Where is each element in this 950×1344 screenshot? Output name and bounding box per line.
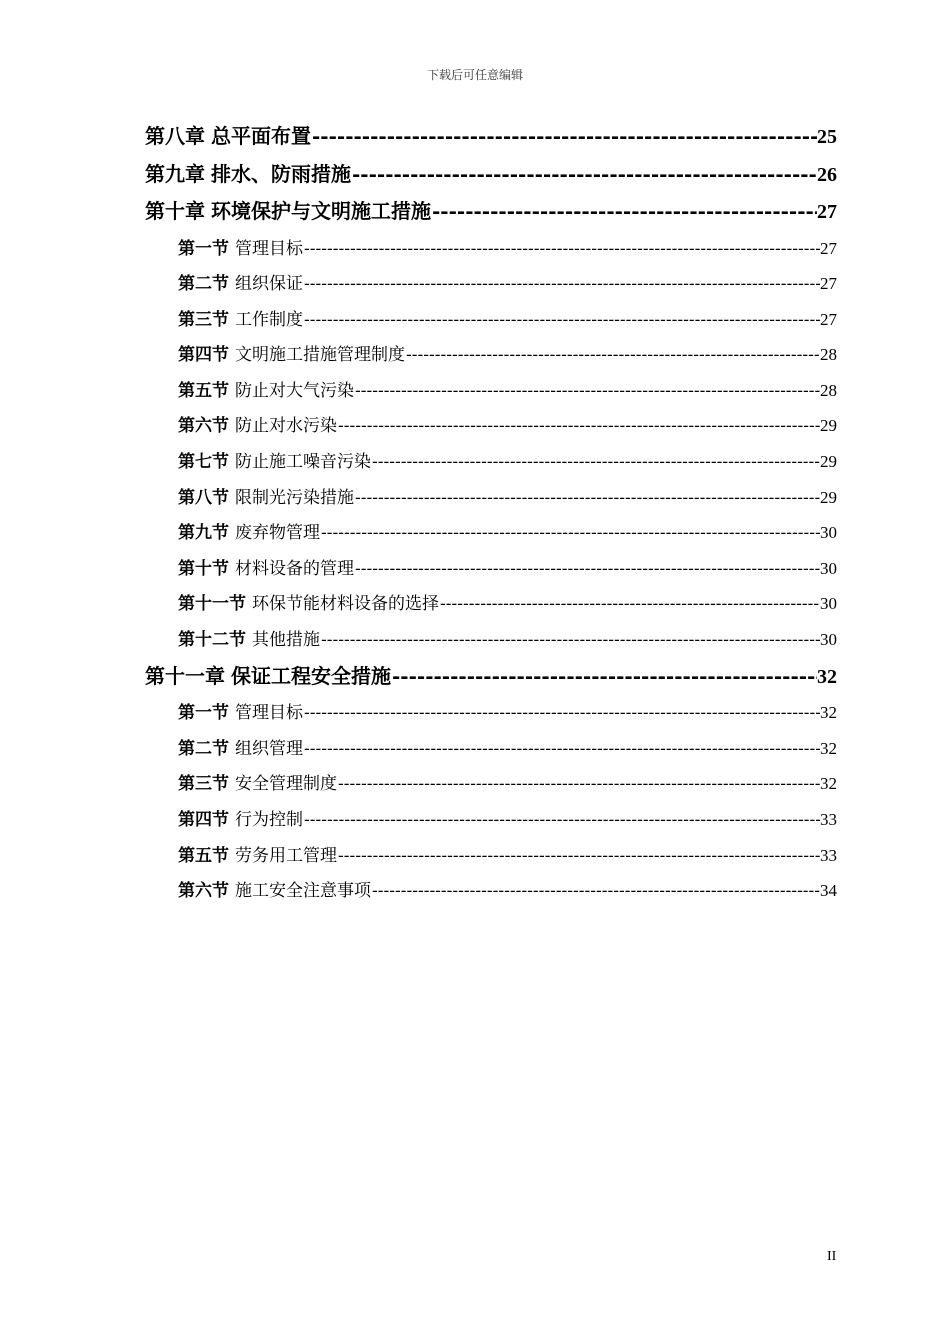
toc-dot-leader (392, 658, 817, 696)
toc-entry-number: 第五节 (178, 845, 229, 866)
toc-dot-leader (304, 803, 820, 838)
toc-dot-leader (372, 874, 820, 909)
toc-dot-leader (304, 232, 820, 267)
toc-entry-number: 第三节 (178, 309, 229, 330)
page-header: 下载后可任意编辑 (426, 68, 523, 82)
toc-section-entry[interactable] (145, 586, 837, 622)
toc-entry-page: 25 (817, 126, 837, 148)
toc-entry-page: 28 (820, 380, 837, 400)
toc-entry-title: 材料设备的管理 (235, 558, 354, 579)
toc-entry-page: 26 (817, 163, 837, 186)
toc-section-entry[interactable] (145, 408, 837, 444)
toc-entry-title: 环境保护与文明施工措施 (211, 199, 431, 223)
toc-entry-title: 文明施工措施管理制度 (235, 345, 405, 366)
toc-entry-number: 第五节 (178, 380, 229, 401)
toc-entry-title: 管理目标 (235, 703, 303, 724)
toc-dot-leader (304, 732, 820, 767)
toc-entry-title: 安全管理制度 (235, 774, 337, 795)
toc-entry-number: 第十章 (145, 199, 205, 223)
toc-dot-leader (338, 767, 820, 802)
toc-entry-number: 第九章 (145, 161, 205, 186)
toc-entry-title: 工作制度 (235, 309, 303, 330)
toc-entry-title: 总平面布置 (211, 124, 311, 148)
toc-entry-page: 27 (817, 201, 837, 223)
toc-dot-leader (312, 118, 817, 156)
toc-dot-leader (440, 587, 820, 622)
toc-entry-number: 第六节 (178, 416, 229, 437)
toc-entry-page: 30 (820, 630, 837, 650)
toc-entry-number: 第七节 (178, 452, 229, 473)
toc-entry-page: 33 (820, 845, 837, 865)
toc-dot-leader (338, 839, 820, 874)
toc-entry-page: 27 (820, 274, 837, 294)
toc-entry-title: 组织保证 (235, 274, 303, 295)
toc-entry-page: 28 (820, 345, 837, 365)
page-number: II (827, 1249, 837, 1264)
toc-entry-title: 废弃物管理 (235, 523, 320, 544)
toc-entry-title: 组织管理 (235, 738, 303, 759)
toc-entry-title: 排水、防雨措施 (211, 161, 351, 186)
toc-entry-title: 防止对水污染 (235, 416, 337, 437)
toc-entry-page: 30 (820, 558, 837, 578)
toc-entry-title: 施工安全注意事项 (235, 881, 371, 902)
toc-section-entry[interactable] (145, 838, 837, 874)
toc-entry-title: 防止施工噪音污染 (235, 452, 371, 473)
table-of-contents (145, 118, 837, 909)
toc-entry-title: 劳务用工管理 (235, 845, 337, 866)
toc-entry-number: 第八节 (178, 487, 229, 508)
toc-section-entry[interactable] (145, 373, 837, 409)
toc-entry-title: 防止对大气污染 (235, 380, 354, 401)
toc-section-entry[interactable] (145, 695, 837, 731)
toc-entry-title: 环保节能材料设备的选择 (252, 594, 439, 615)
toc-entry-page: 27 (820, 309, 837, 329)
toc-entry-page: 27 (820, 238, 837, 258)
toc-entry-page: 32 (817, 665, 837, 688)
toc-section-entry[interactable] (145, 480, 837, 516)
toc-dot-leader (338, 409, 820, 444)
toc-entry-title: 其他措施 (252, 630, 320, 651)
toc-dot-leader (304, 303, 820, 338)
toc-dot-leader (355, 481, 820, 516)
toc-section-entry[interactable] (145, 551, 837, 587)
toc-entry-number: 第十二节 (178, 630, 246, 651)
toc-section-entry[interactable] (145, 266, 837, 302)
toc-entry-page: 29 (820, 487, 837, 507)
toc-entry-number: 第十节 (178, 558, 229, 579)
toc-entry-page: 29 (820, 416, 837, 436)
toc-dot-leader (406, 338, 820, 373)
toc-entry-page: 30 (820, 594, 837, 614)
toc-entry-page: 32 (820, 774, 837, 794)
toc-entry-number: 第一节 (178, 703, 229, 724)
toc-chapter-entry[interactable] (145, 658, 837, 696)
toc-dot-leader (321, 623, 820, 658)
toc-entry-number: 第四节 (178, 809, 229, 830)
toc-section-entry[interactable] (145, 731, 837, 767)
toc-entry-page: 33 (820, 809, 837, 829)
toc-dot-leader (352, 156, 817, 194)
toc-dot-leader (304, 696, 820, 731)
toc-section-entry[interactable] (145, 337, 837, 373)
toc-dot-leader (304, 267, 820, 302)
toc-section-entry[interactable] (145, 231, 837, 267)
toc-dot-leader (355, 374, 820, 409)
toc-entry-title: 管理目标 (235, 238, 303, 259)
toc-section-entry[interactable] (145, 802, 837, 838)
toc-entry-title: 限制光污染措施 (235, 487, 354, 508)
toc-entry-number: 第四节 (178, 345, 229, 366)
toc-section-entry[interactable] (145, 766, 837, 802)
toc-dot-leader (432, 193, 817, 231)
toc-entry-number: 第十一节 (178, 594, 246, 615)
toc-entry-number: 第八章 (145, 124, 205, 148)
toc-entry-page: 29 (820, 452, 837, 472)
toc-entry-number: 第九节 (178, 523, 229, 544)
toc-entry-number: 第二节 (178, 274, 229, 295)
toc-entry-title: 行为控制 (235, 809, 303, 830)
toc-entry-page: 32 (820, 738, 837, 758)
toc-section-entry[interactable] (145, 444, 837, 480)
toc-chapter-entry[interactable] (145, 193, 837, 231)
toc-dot-leader (372, 445, 820, 480)
toc-entry-number: 第三节 (178, 774, 229, 795)
toc-entry-page: 30 (820, 523, 837, 543)
toc-entry-page: 32 (820, 703, 837, 723)
toc-dot-leader (321, 516, 820, 551)
toc-entry-number: 第一节 (178, 238, 229, 259)
toc-section-entry[interactable] (145, 515, 837, 551)
toc-section-entry[interactable] (145, 302, 837, 338)
toc-section-entry[interactable] (145, 622, 837, 658)
toc-chapter-entry[interactable] (145, 118, 837, 156)
toc-entry-number: 第十一章 (145, 663, 225, 688)
toc-entry-number: 第二节 (178, 738, 229, 759)
toc-entry-number: 第六节 (178, 881, 229, 902)
toc-dot-leader (355, 552, 820, 587)
toc-chapter-entry[interactable] (145, 156, 837, 194)
toc-entry-title: 保证工程安全措施 (231, 663, 391, 688)
toc-section-entry[interactable] (145, 873, 837, 909)
toc-entry-page: 34 (820, 881, 837, 901)
